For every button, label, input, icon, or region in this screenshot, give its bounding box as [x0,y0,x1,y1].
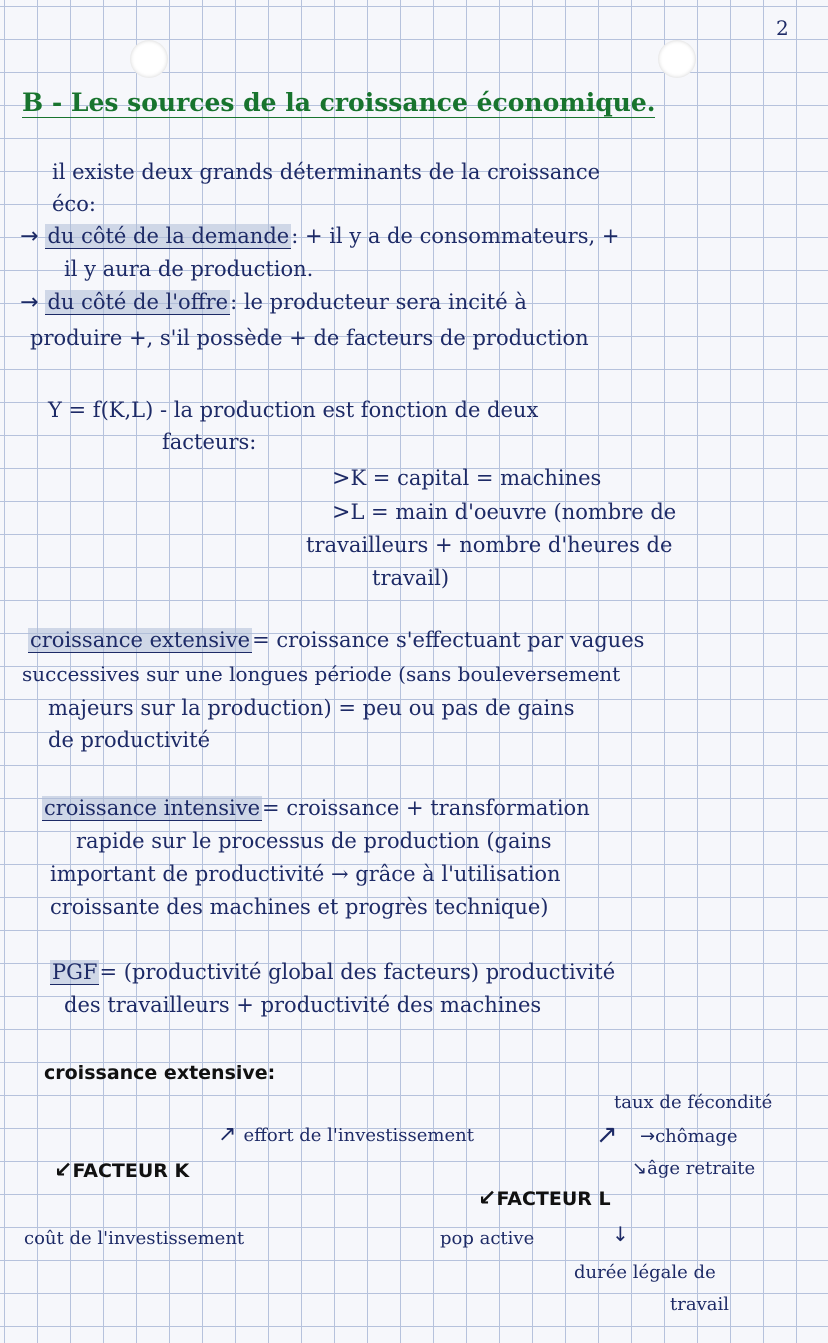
demand-line-2: il y aura de production. [64,257,314,281]
arrow-down-left-icon: ↙ [478,1186,497,1211]
intensive-line-2: rapide sur le processus de production (gains [76,829,552,853]
factor-l-line-3: travail) [372,566,450,590]
intro-line-2: éco: [52,192,96,216]
intensive-line-3: important de productivité → grâce à l'utilisation [50,862,561,886]
page-number: 2 [776,16,789,40]
arrow-right-icon: → [20,224,46,249]
intensive-line-1: croissance intensive= croissance + transformation [44,796,590,820]
demand-line-1: → du côté de la demande: + il y a de consommateurs, + [20,224,620,249]
diagram-heading: croissance extensive: [44,1062,276,1084]
age-retraite: ↘âge retraite [632,1158,756,1179]
branch-arrows-icon: ↗ [596,1120,618,1150]
extensive-line-1: croissance extensive= croissance s'effectuant par vagues [30,628,645,652]
factor-l-line-2: travailleurs + nombre d'heures de [306,533,673,557]
pgf-line-2: des travailleurs + productivité des machines [64,993,542,1017]
effort-investissement: ↗ effort de l'investissement [218,1122,474,1147]
extensive-line-2: successives sur une longues période (sans bouleversement [22,662,621,686]
section-title: B - Les sources de la croissance économique. [22,88,656,117]
arrow-down-icon: ↓ [612,1222,629,1246]
pop-active: pop active [440,1228,535,1249]
offer-line-2: produire +, s'il possède + de facteurs de production [30,326,589,350]
intensive-line-4: croissante des machines et progrès technique) [50,895,549,919]
arrow-right-icon: → [20,290,46,315]
pgf-line-1: PGF= (productivité global des facteurs) productivité [52,960,616,984]
facteur-k: ↙FACTEUR K [54,1158,190,1183]
extensive-line-3: majeurs sur la production) = peu ou pas de gains [48,696,575,720]
duree-legale-1: durée légale de [574,1262,716,1283]
binder-hole-right [658,40,696,78]
duree-legale-2: travail [670,1294,729,1315]
extensive-term: croissance extensive [30,628,251,652]
extensive-line-4: de productivité [48,728,211,752]
arrow-up-right-icon: ↗ [218,1122,244,1147]
formula-line-1: Y = f(K,L) - la production est fonction de deux [48,398,539,422]
binder-hole-left [130,40,168,78]
pgf-term: PGF [52,960,98,984]
factor-l: >L = main d'oeuvre (nombre de [332,500,677,525]
factor-k: >K = capital = machines [332,466,602,491]
facteur-l: ↙FACTEUR L [478,1186,611,1211]
chomage: →chômage [640,1126,738,1147]
offer-label: du côté de l'offre [47,290,229,314]
formula-line-2: facteurs: [162,430,257,454]
intro-line-1: il existe deux grands déterminants de la croissance [52,160,601,184]
cout-investissement: coût de l'investissement [24,1228,245,1249]
demand-label: du côté de la demande [47,224,290,248]
arrow-down-left-icon: ↙ [54,1158,73,1183]
taux-fecondite: taux de fécondité [614,1092,773,1113]
offer-line-1: → du côté de l'offre: le producteur sera incité à [20,290,527,315]
intensive-term: croissance intensive [44,796,261,820]
